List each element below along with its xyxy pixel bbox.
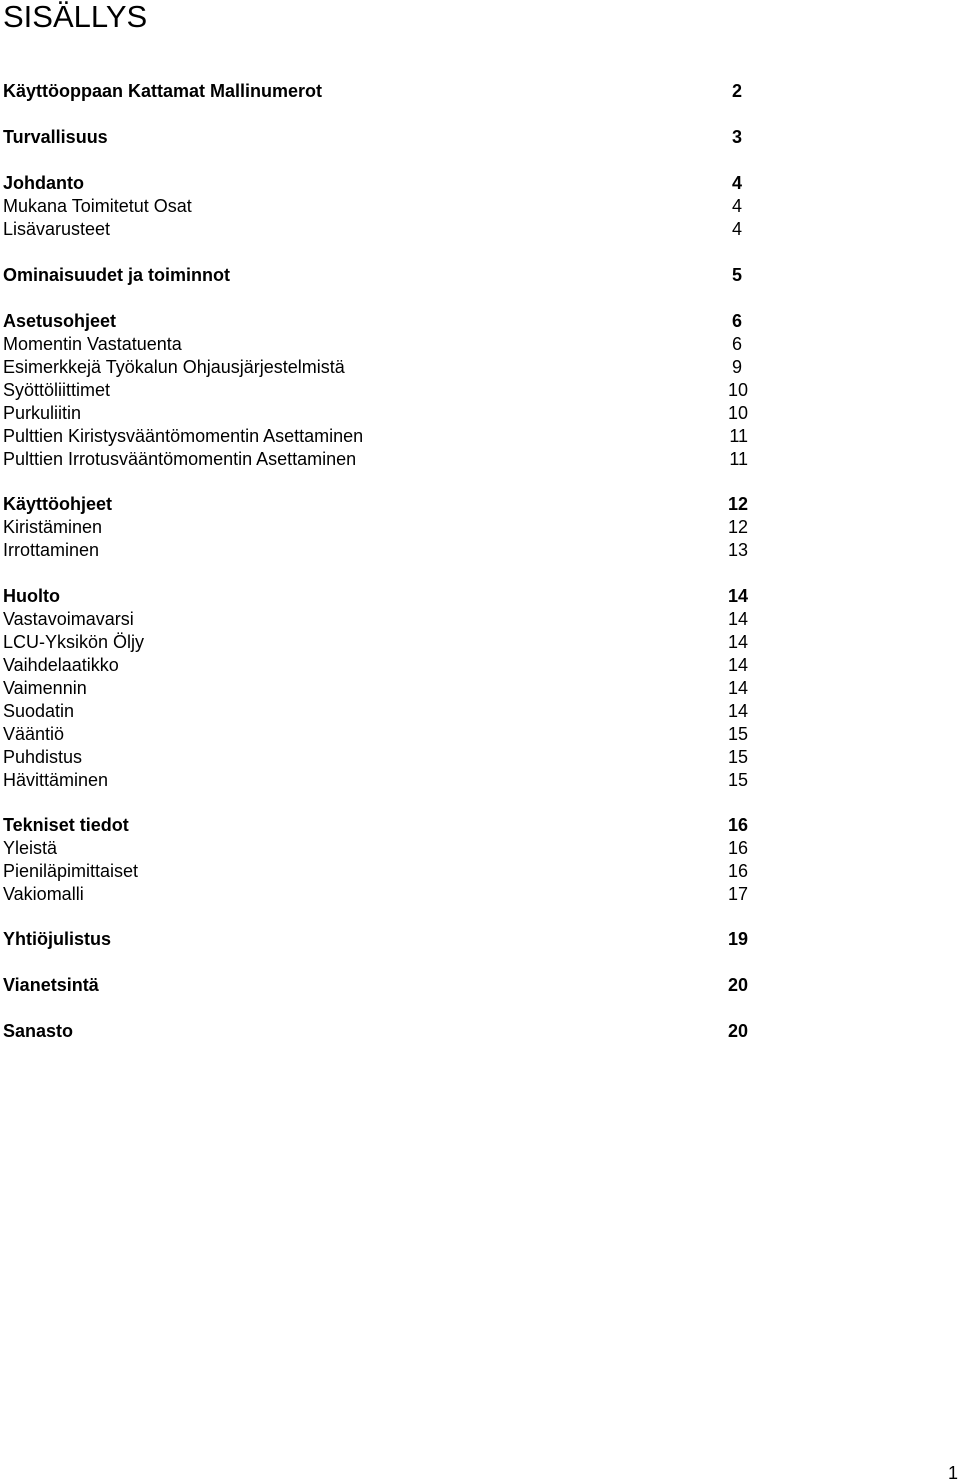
toc-entry-label: Vääntiö [3, 724, 65, 744]
toc-entry-label: Yleistä [3, 838, 58, 858]
toc-entry [3, 379, 763, 402]
toc-entry-page: 6 [731, 334, 742, 354]
toc-section-heading [3, 974, 763, 997]
toc-entry-page: 15 [727, 770, 748, 790]
toc-entry-label: Käyttöohjeet [3, 494, 113, 514]
toc-entry-label: Kiristäminen [3, 517, 103, 537]
toc-entry-label: Pulttien Irrotusvääntömomentin Asettaminen [3, 449, 357, 469]
toc-entry-label: Turvallisuus [3, 127, 108, 147]
toc-entry-page: 14 [727, 678, 748, 698]
toc-entry-label: Irrottaminen [3, 540, 100, 560]
toc-entry-label: LCU-Yksikön Öljy [3, 632, 145, 652]
toc-entry [3, 883, 763, 906]
toc-entry-label: Mukana Toimitetut Osat [3, 196, 192, 216]
toc-entry-label: Momentin Vastatuenta [3, 334, 182, 354]
toc-entry-page: 11 [729, 426, 748, 446]
toc-entry-label: Pieniläpimittaiset [3, 861, 139, 881]
toc-entry-page: 16 [727, 815, 748, 835]
toc-entry [3, 448, 763, 471]
toc-entry-page: 6 [731, 311, 742, 331]
toc-entry [3, 700, 763, 723]
table-of-contents [3, 0, 763, 1100]
toc-entry-label: Asetusohjeet [3, 311, 117, 331]
toc-entry-label: Syöttöliittimet [3, 380, 111, 400]
toc-entry-label: Lisävarusteet [3, 219, 111, 239]
toc-entry-page: 20 [727, 975, 748, 995]
toc-entry-label: Pulttien Kiristysvääntömomentin Asettaminen [3, 426, 364, 446]
toc-entry [3, 333, 763, 356]
toc-entry-page: 14 [727, 609, 748, 629]
toc-entry-page: 14 [727, 701, 748, 721]
toc-entry-label: Vianetsintä [3, 975, 99, 995]
toc-entry-page: 17 [727, 884, 748, 904]
toc-entry-label: Hävittäminen [3, 770, 109, 790]
toc-entry-label: Vakiomalli [3, 884, 84, 904]
toc-entry [3, 402, 763, 425]
toc-entry-page: 13 [727, 540, 748, 560]
toc-entry [3, 860, 763, 883]
toc-entry [3, 425, 763, 448]
toc-entry-page: 2 [731, 81, 742, 101]
toc-section-heading [3, 493, 763, 516]
toc-entry [3, 723, 763, 746]
toc-entry-label: Käyttöoppaan Kattamat Mallinumerot [3, 81, 323, 101]
toc-entry-page: 12 [727, 494, 748, 514]
toc-entry-label: Yhtiöjulistus [3, 929, 111, 949]
toc-entry-page: 4 [731, 219, 742, 239]
toc-entry-label: Sanasto [3, 1021, 74, 1041]
toc-section-heading [3, 264, 763, 287]
toc-entry-page: 14 [727, 586, 748, 606]
toc-entry-label: Vaihdelaatikko [3, 655, 119, 675]
toc-entry [3, 539, 763, 562]
toc-entry-page: 15 [727, 724, 748, 744]
toc-entry-page: 5 [731, 265, 742, 285]
toc-entry-page: 19 [727, 929, 748, 949]
toc-entry-page: 14 [727, 655, 748, 675]
toc-entry-page: 10 [727, 403, 748, 423]
toc-entry-page: 11 [729, 449, 748, 469]
toc-entry [3, 356, 763, 379]
toc-entry [3, 769, 763, 792]
toc-entry-label: Purkuliitin [3, 403, 82, 423]
toc-section-heading [3, 1020, 763, 1043]
toc-section-heading [3, 928, 763, 951]
page-title: SISÄLLYS [3, 0, 148, 34]
toc-entry [3, 746, 763, 769]
toc-entry-page: 4 [731, 196, 742, 216]
page-number: 1 [947, 1463, 958, 1483]
toc-entry [3, 218, 763, 241]
toc-entry [3, 677, 763, 700]
toc-entry [3, 516, 763, 539]
toc-section-heading [3, 310, 763, 333]
toc-entry [3, 195, 763, 218]
toc-entry-page: 9 [731, 357, 742, 377]
toc-entry-page: 20 [727, 1021, 748, 1041]
toc-entry-page: 15 [727, 747, 748, 767]
toc-entry-label: Huolto [3, 586, 60, 606]
toc-entry-label: Vaimennin [3, 678, 87, 698]
toc-entry-label: Esimerkkejä Työkalun Ohjausjärjestelmistä [3, 357, 345, 377]
toc-entry-label: Tekniset tiedot [3, 815, 129, 835]
toc-entry-page: 14 [727, 632, 748, 652]
toc-entry-page: 4 [731, 173, 742, 193]
toc-entry-label: Ominaisuudet ja toiminnot [3, 265, 231, 285]
toc-entry [3, 608, 763, 631]
toc-entry [3, 654, 763, 677]
toc-entry-page: 12 [727, 517, 748, 537]
toc-section-heading [3, 126, 763, 149]
toc-section-heading [3, 80, 763, 103]
toc-entry [3, 837, 763, 860]
toc-section-heading [3, 172, 763, 195]
toc-entry-page: 16 [727, 838, 748, 858]
toc-entry-page: 10 [727, 380, 748, 400]
toc-entry-label: Vastavoimavarsi [3, 609, 134, 629]
toc-entry [3, 631, 763, 654]
toc-entry-page: 3 [731, 127, 742, 147]
toc-entry-label: Suodatin [3, 701, 75, 721]
toc-section-heading [3, 814, 763, 837]
toc-section-heading [3, 585, 763, 608]
toc-entry-label: Johdanto [3, 173, 84, 193]
toc-entry-label: Puhdistus [3, 747, 83, 767]
toc-entry-page: 16 [727, 861, 748, 881]
